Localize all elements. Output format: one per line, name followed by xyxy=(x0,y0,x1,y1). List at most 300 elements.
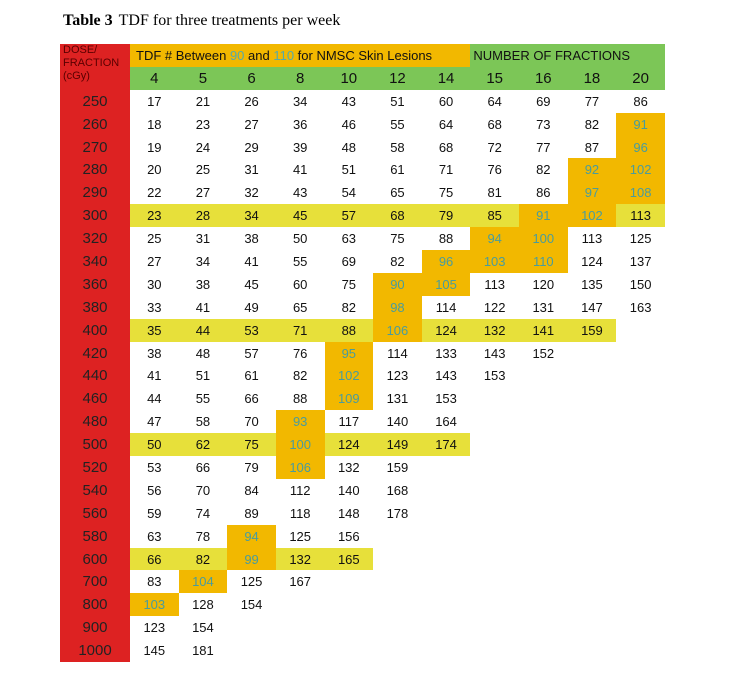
tdf-cell xyxy=(568,479,617,502)
tdf-cell: 96 xyxy=(616,136,665,159)
tdf-cell: 112 xyxy=(276,479,325,502)
tdf-cell: 90 xyxy=(373,273,422,296)
tdf-cell: 50 xyxy=(276,227,325,250)
fraction-count: 18 xyxy=(568,67,617,90)
tdf-cell: 51 xyxy=(325,158,374,181)
dose-cell: 290 xyxy=(60,181,130,204)
tdf-cell: 131 xyxy=(519,296,568,319)
tdf-cell: 64 xyxy=(422,113,471,136)
dose-cell: 250 xyxy=(60,90,130,113)
tdf-cell xyxy=(616,456,665,479)
tdf-cell: 73 xyxy=(519,113,568,136)
tdf-cell: 141 xyxy=(519,319,568,342)
tdf-cell: 91 xyxy=(519,204,568,227)
fraction-count: 10 xyxy=(325,67,374,90)
tdf-cell xyxy=(373,570,422,593)
tdf-cell: 76 xyxy=(276,342,325,365)
tdf-cell: 103 xyxy=(470,250,519,273)
tdf-cell xyxy=(519,639,568,662)
tdf-cell: 66 xyxy=(130,548,179,571)
tdf-cell: 102 xyxy=(568,204,617,227)
tdf-cell xyxy=(373,616,422,639)
tdf-cell: 43 xyxy=(325,90,374,113)
tdf-cell: 81 xyxy=(470,181,519,204)
tdf-cell: 153 xyxy=(422,387,471,410)
tdf-cell: 58 xyxy=(179,410,228,433)
fraction-count: 16 xyxy=(519,67,568,90)
tdf-cell: 88 xyxy=(422,227,471,250)
tdf-cell: 39 xyxy=(276,136,325,159)
tdf-cell: 149 xyxy=(373,433,422,456)
tdf-cell: 20 xyxy=(130,158,179,181)
tdf-cell xyxy=(470,570,519,593)
tdf-cell: 75 xyxy=(373,227,422,250)
tdf-cell: 165 xyxy=(325,548,374,571)
tdf-cell: 91 xyxy=(616,113,665,136)
tdf-cell: 106 xyxy=(373,319,422,342)
tdf-cell: 87 xyxy=(568,136,617,159)
tdf-cell xyxy=(373,593,422,616)
tdf-cell: 71 xyxy=(276,319,325,342)
tdf-cell: 86 xyxy=(519,181,568,204)
tdf-cell: 163 xyxy=(616,296,665,319)
tdf-cell xyxy=(616,525,665,548)
tdf-cell: 46 xyxy=(325,113,374,136)
table-row xyxy=(60,433,665,456)
table-row xyxy=(60,616,665,639)
tdf-cell xyxy=(519,410,568,433)
tdf-cell xyxy=(422,570,471,593)
tdf-cell: 61 xyxy=(373,158,422,181)
table-row xyxy=(60,296,665,319)
tdf-cell: 88 xyxy=(276,387,325,410)
tdf-cell: 56 xyxy=(130,479,179,502)
dose-cell: 420 xyxy=(60,342,130,365)
tdf-cell: 38 xyxy=(179,273,228,296)
tdf-cell: 43 xyxy=(276,181,325,204)
tdf-cell: 82 xyxy=(276,364,325,387)
tdf-text-2: and xyxy=(244,47,274,63)
tdf-cell xyxy=(519,479,568,502)
tdf-cell: 18 xyxy=(130,113,179,136)
tdf-cell xyxy=(616,502,665,525)
tdf-range-header xyxy=(130,44,470,67)
tdf-cell: 23 xyxy=(179,113,228,136)
dose-cell: 900 xyxy=(60,616,130,639)
dose-cell: 320 xyxy=(60,227,130,250)
tdf-cell: 85 xyxy=(470,204,519,227)
tdf-cell: 45 xyxy=(227,273,276,296)
dose-cell: 600 xyxy=(60,548,130,571)
table-row xyxy=(60,113,665,136)
table-row xyxy=(60,410,665,433)
tdf-cell: 55 xyxy=(276,250,325,273)
tdf-cell xyxy=(568,502,617,525)
tdf-cell: 156 xyxy=(325,525,374,548)
tdf-cell: 75 xyxy=(227,433,276,456)
table-title: TDF for three treatments per week xyxy=(118,12,341,29)
dose-cell: 500 xyxy=(60,433,130,456)
tdf-cell xyxy=(325,570,374,593)
tdf-cell: 140 xyxy=(325,479,374,502)
tdf-cell: 36 xyxy=(276,113,325,136)
tdf-cell: 38 xyxy=(227,227,276,250)
fraction-count: 14 xyxy=(422,67,471,90)
tdf-cell: 38 xyxy=(130,342,179,365)
tdf-cell xyxy=(616,387,665,410)
dose-cell: 280 xyxy=(60,158,130,181)
tdf-cell: 178 xyxy=(373,502,422,525)
table-caption xyxy=(63,12,340,30)
tdf-cell xyxy=(616,548,665,571)
tdf-cell: 133 xyxy=(422,342,471,365)
tdf-cell: 124 xyxy=(325,433,374,456)
tdf-cell: 65 xyxy=(373,181,422,204)
tdf-cell: 63 xyxy=(130,525,179,548)
tdf-table xyxy=(60,44,665,662)
dose-cell: 700 xyxy=(60,570,130,593)
tdf-cell xyxy=(616,319,665,342)
tdf-cell: 23 xyxy=(130,204,179,227)
tdf-cell xyxy=(519,502,568,525)
tdf-cell: 58 xyxy=(373,136,422,159)
table-row xyxy=(60,181,665,204)
tdf-cell xyxy=(519,387,568,410)
tdf-cell: 53 xyxy=(130,456,179,479)
dose-cell: 580 xyxy=(60,525,130,548)
tdf-cell: 132 xyxy=(470,319,519,342)
tdf-cell xyxy=(422,456,471,479)
tdf-cell: 114 xyxy=(373,342,422,365)
tdf-cell: 148 xyxy=(325,502,374,525)
tdf-cell xyxy=(325,639,374,662)
tdf-cell: 159 xyxy=(568,319,617,342)
tdf-cell xyxy=(373,525,422,548)
tdf-cell xyxy=(568,525,617,548)
tdf-cell: 125 xyxy=(276,525,325,548)
tdf-cell xyxy=(422,548,471,571)
dose-fraction-header: DOSE/ FRACTION (cGy) xyxy=(60,44,130,90)
tdf-cell: 83 xyxy=(130,570,179,593)
tdf-cell: 82 xyxy=(519,158,568,181)
tdf-cell xyxy=(325,593,374,616)
tdf-cell: 35 xyxy=(130,319,179,342)
tdf-cell xyxy=(568,548,617,571)
tdf-cell xyxy=(616,639,665,662)
tdf-cell xyxy=(519,616,568,639)
tdf-cell xyxy=(519,593,568,616)
table-row xyxy=(60,227,665,250)
tdf-cell: 75 xyxy=(422,181,471,204)
tdf-cell: 55 xyxy=(373,113,422,136)
tdf-cell: 125 xyxy=(227,570,276,593)
tdf-cell: 89 xyxy=(227,502,276,525)
tdf-cell xyxy=(568,593,617,616)
header-row xyxy=(60,44,665,67)
tdf-cell: 60 xyxy=(422,90,471,113)
tdf-cell: 69 xyxy=(519,90,568,113)
tdf-cell: 24 xyxy=(179,136,228,159)
tdf-cell: 82 xyxy=(373,250,422,273)
tdf-cell: 113 xyxy=(470,273,519,296)
tdf-cell: 154 xyxy=(179,616,228,639)
tdf-cell: 76 xyxy=(470,158,519,181)
tdf-cell xyxy=(227,639,276,662)
tdf-cell: 44 xyxy=(179,319,228,342)
tdf-cell xyxy=(470,433,519,456)
tdf-cell: 79 xyxy=(422,204,471,227)
dose-cell: 800 xyxy=(60,593,130,616)
tdf-cell: 167 xyxy=(276,570,325,593)
tdf-cell xyxy=(616,433,665,456)
tdf-text-3: for NMSC Skin Lesions xyxy=(294,47,433,63)
tdf-cell: 135 xyxy=(568,273,617,296)
tdf-cell xyxy=(568,410,617,433)
tdf-cell: 70 xyxy=(179,479,228,502)
table-row xyxy=(60,502,665,525)
tdf-cell xyxy=(616,410,665,433)
table-row xyxy=(60,342,665,365)
fraction-count: 4 xyxy=(130,67,179,90)
tdf-cell xyxy=(422,639,471,662)
tdf-cell: 64 xyxy=(470,90,519,113)
tdf-cell xyxy=(568,433,617,456)
tdf-cell: 128 xyxy=(179,593,228,616)
tdf-cell: 72 xyxy=(470,136,519,159)
tdf-cell: 159 xyxy=(373,456,422,479)
tdf-cell xyxy=(470,616,519,639)
tdf-cell: 17 xyxy=(130,90,179,113)
fraction-count: 12 xyxy=(373,67,422,90)
table-row xyxy=(60,136,665,159)
tdf-cell: 51 xyxy=(179,364,228,387)
dose-cell: 480 xyxy=(60,410,130,433)
tdf-cell: 102 xyxy=(616,158,665,181)
tdf-cell: 45 xyxy=(276,204,325,227)
tdf-cell: 96 xyxy=(422,250,471,273)
tdf-cell: 33 xyxy=(130,296,179,319)
tdf-cell: 100 xyxy=(519,227,568,250)
fraction-count: 8 xyxy=(276,67,325,90)
tdf-cell: 66 xyxy=(227,387,276,410)
tdf-cell xyxy=(470,410,519,433)
tdf-cell: 108 xyxy=(616,181,665,204)
tdf-cell: 95 xyxy=(325,342,374,365)
tdf-cell: 123 xyxy=(130,616,179,639)
tdf-cell: 21 xyxy=(179,90,228,113)
tdf-cell: 86 xyxy=(616,90,665,113)
tdf-cell xyxy=(470,387,519,410)
tdf-cell: 19 xyxy=(130,136,179,159)
tdf-cell xyxy=(276,639,325,662)
tdf-cell xyxy=(227,616,276,639)
tdf-text-1: TDF # Between xyxy=(136,47,230,63)
tdf-cell: 98 xyxy=(373,296,422,319)
tdf-cell: 132 xyxy=(325,456,374,479)
tdf-cell: 70 xyxy=(227,410,276,433)
fraction-count: 15 xyxy=(470,67,519,90)
tdf-cell: 25 xyxy=(130,227,179,250)
tdf-cell: 97 xyxy=(568,181,617,204)
dose-cell: 460 xyxy=(60,387,130,410)
tdf-cell xyxy=(325,616,374,639)
table-row xyxy=(60,250,665,273)
dose-cell: 400 xyxy=(60,319,130,342)
tdf-cell: 68 xyxy=(373,204,422,227)
tdf-cell xyxy=(422,593,471,616)
dose-cell: 300 xyxy=(60,204,130,227)
tdf-cell xyxy=(519,456,568,479)
tdf-cell: 92 xyxy=(568,158,617,181)
tdf-cell xyxy=(568,639,617,662)
tdf-cell: 60 xyxy=(276,273,325,296)
table-row xyxy=(60,525,665,548)
tdf-cell: 102 xyxy=(325,364,374,387)
tdf-cell: 120 xyxy=(519,273,568,296)
tdf-cell xyxy=(470,456,519,479)
tdf-cell: 82 xyxy=(325,296,374,319)
table-row xyxy=(60,158,665,181)
tdf-cell: 88 xyxy=(325,319,374,342)
tdf-cell: 174 xyxy=(422,433,471,456)
tdf-cell: 164 xyxy=(422,410,471,433)
tdf-cell: 137 xyxy=(616,250,665,273)
tdf-cell xyxy=(568,364,617,387)
fraction-count: 20 xyxy=(616,67,665,90)
tdf-cell xyxy=(422,525,471,548)
tdf-cell xyxy=(519,548,568,571)
tdf-cell: 68 xyxy=(470,113,519,136)
tdf-cell xyxy=(568,616,617,639)
tdf-cell: 82 xyxy=(568,113,617,136)
tdf-cell xyxy=(519,364,568,387)
table-row xyxy=(60,570,665,593)
tdf-cell xyxy=(422,616,471,639)
tdf-cell: 32 xyxy=(227,181,276,204)
tdf-cell: 41 xyxy=(276,158,325,181)
tdf-cell: 41 xyxy=(179,296,228,319)
dose-cell: 440 xyxy=(60,364,130,387)
tdf-cell xyxy=(568,387,617,410)
tdf-cell: 48 xyxy=(179,342,228,365)
tdf-cell: 55 xyxy=(179,387,228,410)
table-row xyxy=(60,319,665,342)
fraction-count: 6 xyxy=(227,67,276,90)
tdf-cell xyxy=(422,502,471,525)
tdf-cell xyxy=(616,593,665,616)
tdf-cell: 50 xyxy=(130,433,179,456)
fractions-row xyxy=(60,67,665,90)
tdf-cell: 71 xyxy=(422,158,471,181)
tdf-cell xyxy=(568,342,617,365)
tdf-cell: 34 xyxy=(276,90,325,113)
tdf-cell: 53 xyxy=(227,319,276,342)
table-label: Table 3 xyxy=(63,12,113,29)
tdf-cell: 29 xyxy=(227,136,276,159)
tdf-cell: 49 xyxy=(227,296,276,319)
table-row xyxy=(60,456,665,479)
dose-cell: 1000 xyxy=(60,639,130,662)
tdf-cell: 117 xyxy=(325,410,374,433)
tdf-cell: 153 xyxy=(470,364,519,387)
tdf-cell xyxy=(470,479,519,502)
tdf-cell xyxy=(616,570,665,593)
tdf-cell: 154 xyxy=(227,593,276,616)
table-row xyxy=(60,548,665,571)
tdf-cell: 54 xyxy=(325,181,374,204)
tdf-low-value: 90 xyxy=(229,47,245,63)
table-row xyxy=(60,639,665,662)
table-row xyxy=(60,90,665,113)
tdf-cell: 113 xyxy=(616,204,665,227)
tdf-cell: 79 xyxy=(227,456,276,479)
tdf-cell: 124 xyxy=(568,250,617,273)
tdf-cell xyxy=(616,616,665,639)
dose-cell: 360 xyxy=(60,273,130,296)
tdf-cell: 63 xyxy=(325,227,374,250)
dose-cell: 560 xyxy=(60,502,130,525)
tdf-cell: 113 xyxy=(568,227,617,250)
tdf-cell: 94 xyxy=(470,227,519,250)
tdf-cell: 31 xyxy=(227,158,276,181)
tdf-cell: 152 xyxy=(519,342,568,365)
tdf-cell: 143 xyxy=(422,364,471,387)
table-row xyxy=(60,204,665,227)
tdf-cell: 26 xyxy=(227,90,276,113)
tdf-cell: 41 xyxy=(227,250,276,273)
tdf-cell: 66 xyxy=(179,456,228,479)
tdf-cell: 47 xyxy=(130,410,179,433)
tdf-cell: 51 xyxy=(373,90,422,113)
number-of-fractions-header: NUMBER OF FRACTIONS xyxy=(470,44,665,67)
tdf-cell xyxy=(519,433,568,456)
table-row xyxy=(60,387,665,410)
tdf-cell: 44 xyxy=(130,387,179,410)
tdf-cell: 140 xyxy=(373,410,422,433)
tdf-cell: 75 xyxy=(325,273,374,296)
tdf-cell xyxy=(470,548,519,571)
tdf-cell: 57 xyxy=(227,342,276,365)
tdf-cell: 99 xyxy=(227,548,276,571)
tdf-cell: 74 xyxy=(179,502,228,525)
tdf-cell: 62 xyxy=(179,433,228,456)
tdf-cell: 103 xyxy=(130,593,179,616)
tdf-cell: 106 xyxy=(276,456,325,479)
tdf-cell xyxy=(568,570,617,593)
tdf-cell: 105 xyxy=(422,273,471,296)
tdf-cell: 124 xyxy=(422,319,471,342)
tdf-cell: 94 xyxy=(227,525,276,548)
tdf-cell: 181 xyxy=(179,639,228,662)
tdf-cell: 57 xyxy=(325,204,374,227)
tdf-cell: 78 xyxy=(179,525,228,548)
table-row xyxy=(60,364,665,387)
tdf-cell: 123 xyxy=(373,364,422,387)
dose-cell: 260 xyxy=(60,113,130,136)
tdf-cell: 143 xyxy=(470,342,519,365)
tdf-cell: 61 xyxy=(227,364,276,387)
tdf-cell: 77 xyxy=(568,90,617,113)
tdf-cell xyxy=(470,502,519,525)
tdf-cell: 68 xyxy=(422,136,471,159)
dose-cell: 340 xyxy=(60,250,130,273)
tdf-cell: 69 xyxy=(325,250,374,273)
tdf-cell xyxy=(422,479,471,502)
dose-cell: 380 xyxy=(60,296,130,319)
tdf-cell xyxy=(519,570,568,593)
tdf-cell xyxy=(470,593,519,616)
tdf-cell: 77 xyxy=(519,136,568,159)
